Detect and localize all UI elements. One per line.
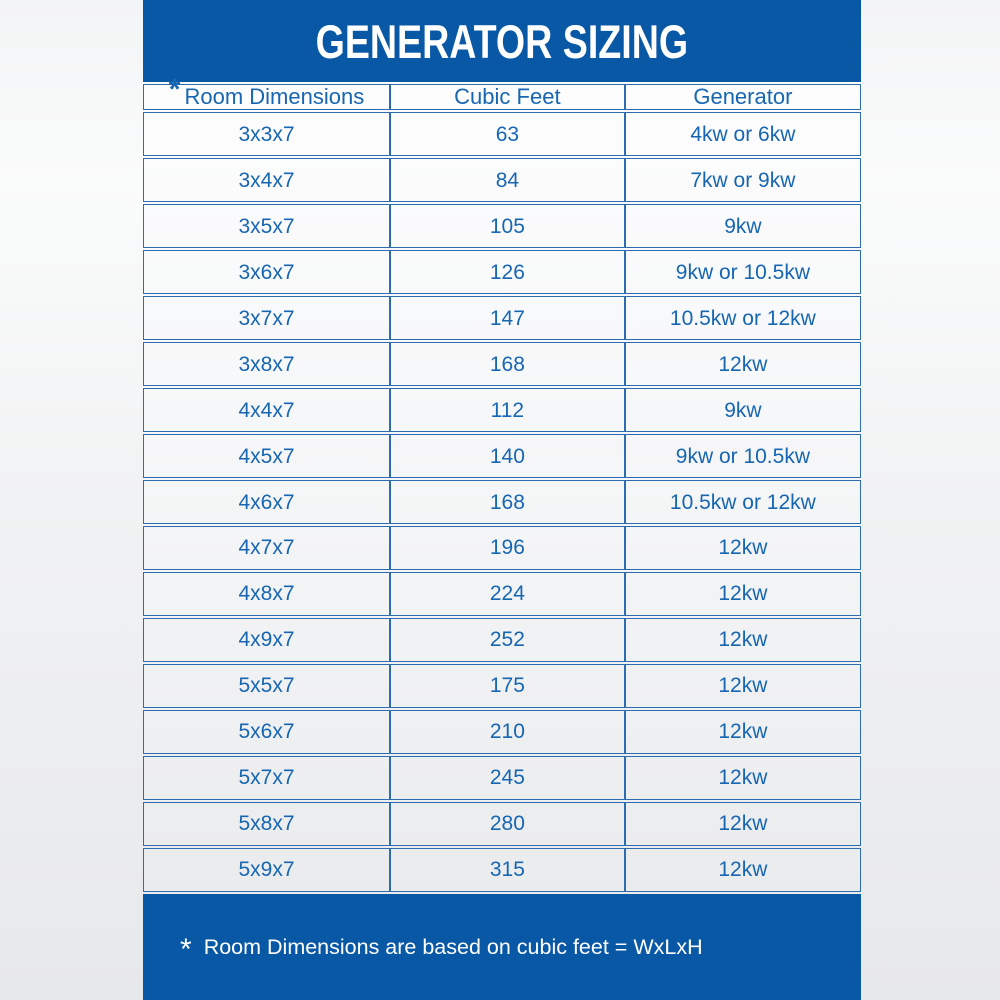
generator-sizing-panel	[143, 0, 861, 1000]
table-row	[143, 204, 861, 248]
generator-cell: 12kw	[625, 756, 861, 800]
room-cell: 4x7x7	[143, 526, 390, 570]
generator-cell: 12kw	[625, 572, 861, 616]
sizing-table-body	[143, 112, 861, 892]
generator-cell: 12kw	[625, 342, 861, 386]
generator-cell: 10.5kw or 12kw	[625, 480, 861, 524]
room-cell: 3x6x7	[143, 250, 390, 294]
header-row	[143, 84, 861, 110]
page-title: GENERATOR SIZING	[315, 14, 689, 68]
cubic-cell: 105	[390, 204, 625, 248]
sizing-table-grid	[143, 73, 861, 894]
table-row	[143, 848, 861, 892]
header-room-dimensions	[143, 73, 390, 110]
header-asterisk: *	[168, 73, 181, 106]
room-cell: 5x7x7	[143, 756, 390, 800]
table-row	[143, 480, 861, 524]
generator-cell: 12kw	[625, 848, 861, 892]
cubic-cell: 112	[390, 388, 625, 432]
room-cell: 5x6x7	[143, 710, 390, 754]
generator-cell: 9kw or 10.5kw	[625, 250, 861, 294]
cubic-cell: 252	[390, 618, 625, 662]
room-cell: 4x5x7	[143, 434, 390, 478]
sizing-table	[143, 73, 861, 894]
cubic-cell: 63	[390, 112, 625, 156]
title-band	[143, 0, 861, 82]
room-cell: 3x5x7	[143, 204, 390, 248]
table-row	[143, 250, 861, 294]
generator-cell: 12kw	[625, 710, 861, 754]
table-row	[143, 158, 861, 202]
header-room-label: Room Dimensions	[184, 84, 365, 109]
cubic-cell: 245	[390, 756, 625, 800]
header-generator: Generator	[625, 84, 861, 110]
generator-cell: 7kw or 9kw	[625, 158, 861, 202]
cubic-cell: 84	[390, 158, 625, 202]
header-cubic-feet: Cubic Feet	[390, 84, 625, 110]
cubic-cell: 196	[390, 526, 625, 570]
footnote: * Room Dimensions are based on cubic feet = WxLxH	[180, 933, 703, 966]
footnote-text: Room Dimensions are based on cubic feet = WxLxH	[203, 934, 703, 959]
table-row	[143, 618, 861, 662]
table-row	[143, 664, 861, 708]
cubic-cell: 175	[390, 664, 625, 708]
cubic-cell: 224	[390, 572, 625, 616]
room-cell: 5x8x7	[143, 802, 390, 846]
cubic-cell: 147	[390, 296, 625, 340]
room-cell: 4x8x7	[143, 572, 390, 616]
cubic-cell: 140	[390, 434, 625, 478]
cubic-cell: 315	[390, 848, 625, 892]
generator-cell: 9kw	[625, 388, 861, 432]
generator-cell: 12kw	[625, 618, 861, 662]
room-cell: 3x7x7	[143, 296, 390, 340]
generator-cell: 12kw	[625, 526, 861, 570]
table-row	[143, 756, 861, 800]
table-row	[143, 572, 861, 616]
table-row	[143, 802, 861, 846]
cubic-cell: 168	[390, 342, 625, 386]
table-row	[143, 342, 861, 386]
generator-cell: 4kw or 6kw	[625, 112, 861, 156]
cubic-cell: 126	[390, 250, 625, 294]
room-cell: 3x8x7	[143, 342, 390, 386]
generator-cell: 12kw	[625, 664, 861, 708]
cubic-cell: 168	[390, 480, 625, 524]
generator-cell: 9kw	[625, 204, 861, 248]
cubic-cell: 210	[390, 710, 625, 754]
room-cell: 4x6x7	[143, 480, 390, 524]
room-cell: 3x4x7	[143, 158, 390, 202]
table-row	[143, 112, 861, 156]
table-row	[143, 710, 861, 754]
room-cell: 4x4x7	[143, 388, 390, 432]
table-row	[143, 296, 861, 340]
table-row	[143, 388, 861, 432]
room-cell: 5x5x7	[143, 664, 390, 708]
room-cell: 3x3x7	[143, 112, 390, 156]
generator-cell: 9kw or 10.5kw	[625, 434, 861, 478]
room-cell: 4x9x7	[143, 618, 390, 662]
generator-cell: 10.5kw or 12kw	[625, 296, 861, 340]
generator-cell: 12kw	[625, 802, 861, 846]
room-cell: 5x9x7	[143, 848, 390, 892]
table-row	[143, 526, 861, 570]
cubic-cell: 280	[390, 802, 625, 846]
table-row	[143, 434, 861, 478]
